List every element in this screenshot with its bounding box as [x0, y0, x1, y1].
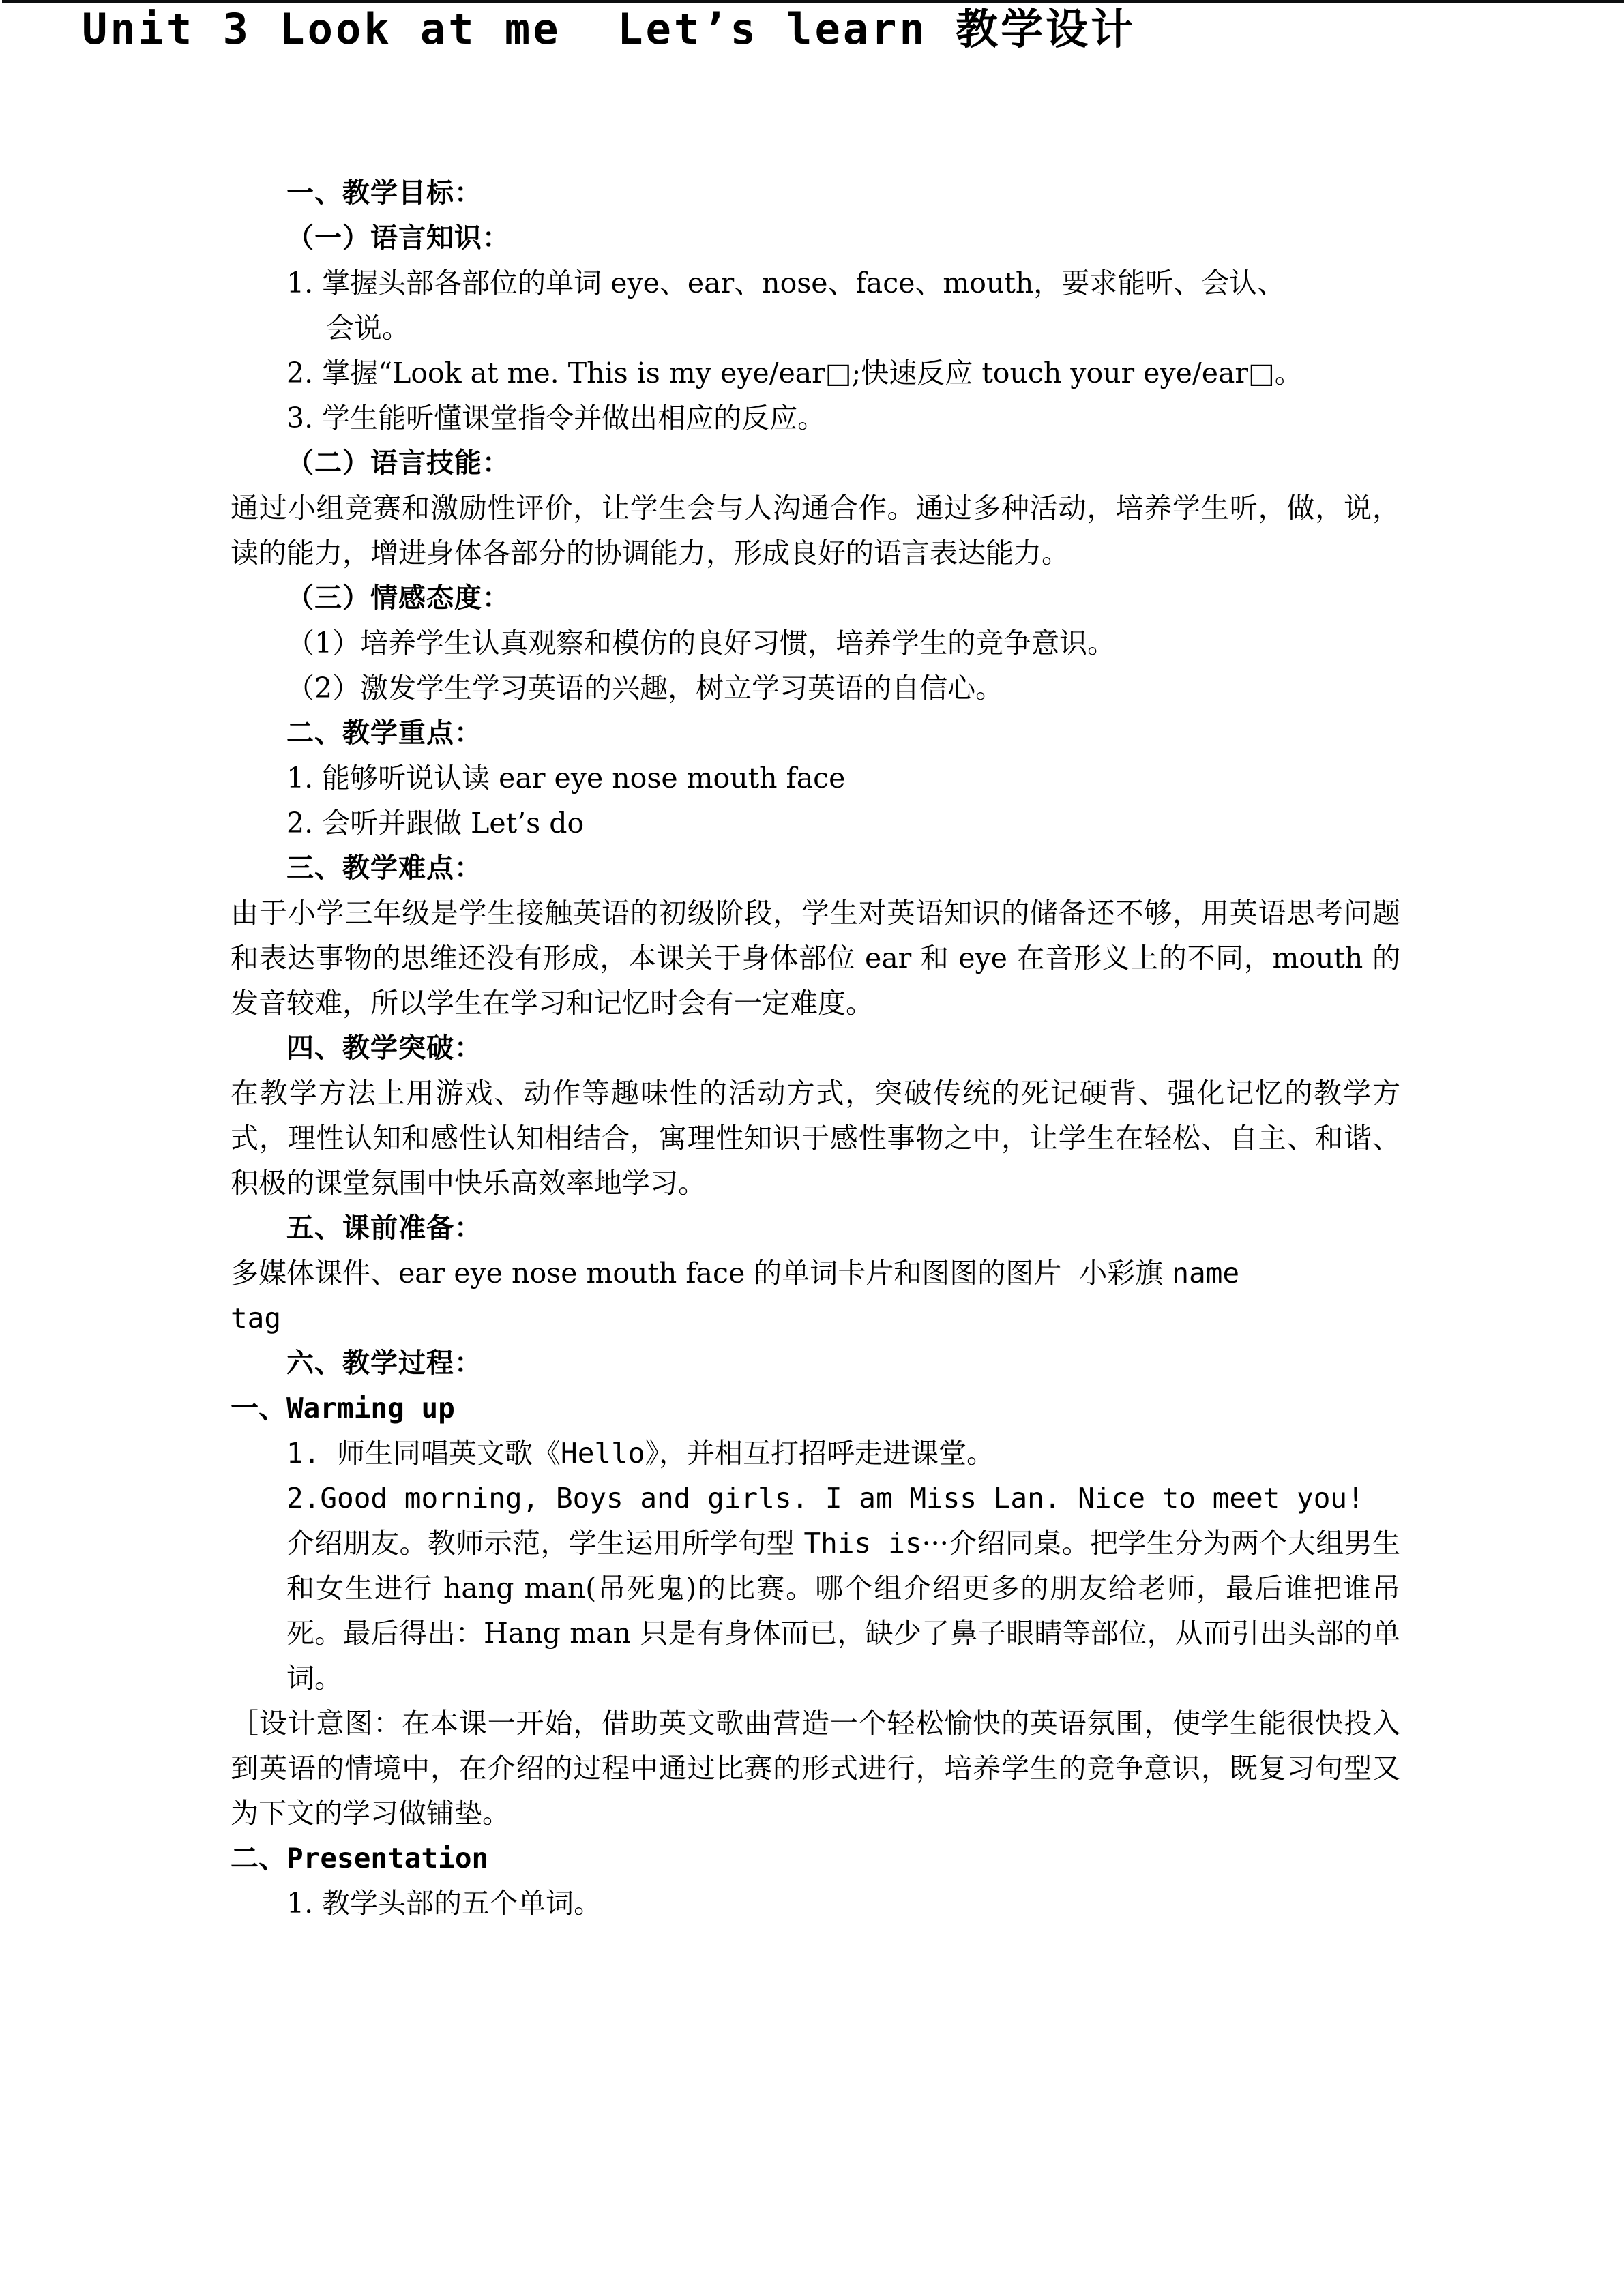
- step-warming-up-ordinal: 一、: [231, 1392, 286, 1425]
- heading-pre-class-preparation: 五、课前准备：: [286, 1212, 482, 1244]
- focus-item-1: 1. 能够听说认读 ear eye nose mouth face: [286, 762, 846, 794]
- preparation-text-cn: 多媒体课件、ear eye nose mouth face 的单词卡片和图图的图片 小彩旗: [231, 1257, 1172, 1289]
- warming-up-item-2-english: [231, 1476, 1400, 1521]
- heading-teaching-focus: 二、教学重点：: [286, 717, 482, 749]
- page-title: Unit 3 Look at me Let’s learn 教学设计: [82, 4, 1136, 54]
- heading-language-skills: （二）语言技能：: [286, 447, 510, 479]
- paragraph-pre-class-preparation: [231, 1251, 1400, 1296]
- warming-up-item-2-sentence: Good morning, Boys and girls. I am Miss Lan. Nice to meet you!: [320, 1482, 1364, 1515]
- heading-affective-attitude: （三）情感态度：: [286, 582, 510, 614]
- heading-teaching-objectives: 一、教学目标：: [286, 177, 482, 209]
- paragraph-teaching-breakthrough: 在教学方法上用游戏、动作等趣味性的活动方式，突破传统的死记硬背、强化记忆的教学方式，理性认知和感性认知相结合，寓理性知识于感性事物之中，让学生在轻松、自主、和谐、积极的课堂氛围中快乐高效率地学习。: [231, 1077, 1400, 1199]
- step-presentation-ordinal: 二、: [231, 1842, 286, 1875]
- objective-item-1-line-1: 1. 掌握头部各部位的单词 eye、ear、nose、face、mouth，要求能听、会认、: [286, 267, 1286, 299]
- warming-up-design-note: ［设计意图：在本课一开始，借助英文歌曲营造一个轻松愉快的英语氛围，使学生能很快投入到英语的情境中，在介绍的过程中通过比赛的形式进行，培养学生的竞争意识，既复习句型又为下文的学习做铺垫。: [231, 1707, 1400, 1830]
- objective-item-3: 3. 学生能听懂课堂指令并做出相应的反应。: [286, 402, 826, 434]
- objective-item-1-line-2: 会说。: [326, 312, 410, 344]
- warming-up-item-1: 1. 师生同唱英文歌《Hello》，并相互打招呼走进课堂。: [286, 1437, 994, 1470]
- heading-teaching-process: 六、教学过程：: [286, 1347, 482, 1379]
- warming-up-item-2-cn-part-a: 介绍朋友。教师示范，学生运用所学句型: [286, 1527, 804, 1560]
- presentation-item-1: 1. 教学头部的五个单词。: [286, 1887, 602, 1920]
- heading-teaching-difficulties: 三、教学难点：: [286, 852, 482, 884]
- paragraph-language-skills: 通过小组竞赛和激励性评价，让学生会与人沟通合作。通过多种活动，培养学生听，做，说，读的能力，增进身体各部分的协调能力，形成良好的语言表达能力。: [231, 492, 1400, 569]
- objective-item-2: 2. 掌握“Look at me. This is my eye/ear□;快速反应 touch your eye/ear□。: [286, 357, 1303, 389]
- document-body: [231, 170, 1400, 1926]
- step-warming-up-label: Warming up: [286, 1392, 455, 1425]
- preparation-text-name: name: [1172, 1257, 1240, 1289]
- focus-item-2: 2. 会听并跟做 Let’s do: [286, 807, 585, 839]
- heading-teaching-breakthrough: 四、教学突破：: [286, 1032, 482, 1064]
- attitude-item-2: （2）激发学生学习英语的兴趣，树立学习英语的自信心。: [286, 672, 1004, 704]
- warming-up-item-2-chinese: [231, 1521, 1400, 1701]
- attitude-item-1: （1）培养学生认真观察和模仿的良好习惯，培养学生的竞争意识。: [286, 627, 1116, 659]
- heading-language-knowledge: （一）语言知识：: [286, 222, 510, 254]
- paragraph-teaching-difficulties: 由于小学三年级是学生接触英语的初级阶段，学生对英语知识的储备还不够，用英语思考问题和表达事物的思维还没有形成，本课关于身体部位 ear 和 eye 在音形义上的不同，mouth 的发音较难，所以学生在学习和记忆时会有一定难度。: [231, 897, 1400, 1019]
- paragraph-pre-class-preparation-cont: tag: [231, 1302, 282, 1335]
- warming-up-item-2-cn-part-b: ···介绍同桌。把学生分为两个大组男生和女生进行 hang man(吊死鬼)的比赛。哪个组介绍更多的朋友给老师，最后谁把谁吊死。最后得出：Hang man 只是有身体而已，缺少了鼻子眼睛等部位，从而引出头部的单词。: [286, 1527, 1400, 1695]
- step-heading-presentation: [231, 1836, 1400, 1881]
- warming-up-item-2-number: 2.: [286, 1482, 321, 1515]
- warming-up-item-2-pattern: This is: [803, 1527, 922, 1560]
- step-heading-warming-up: [231, 1386, 1400, 1431]
- step-presentation-label: Presentation: [286, 1842, 489, 1875]
